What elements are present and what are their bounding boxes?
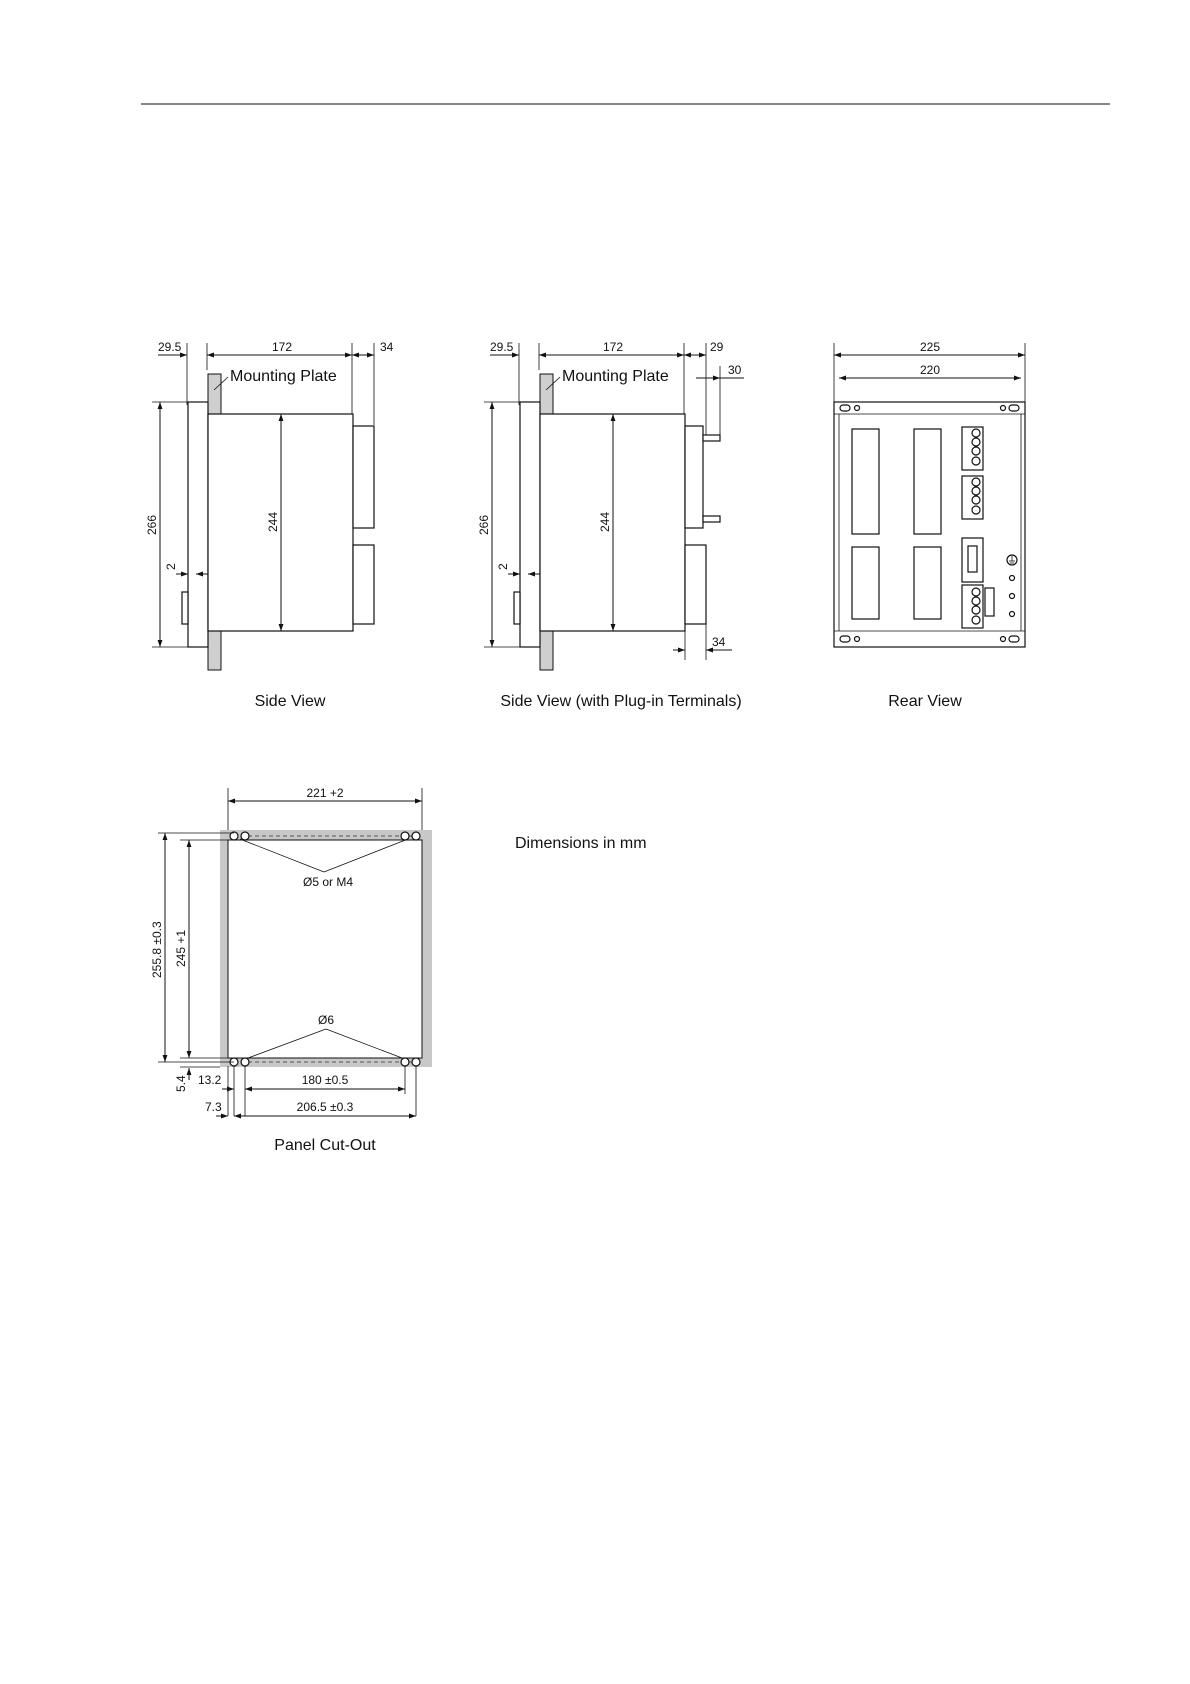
hole-large <box>241 1058 249 1066</box>
mounting-hole <box>1001 406 1006 411</box>
plugin-pin <box>703 435 720 441</box>
mounting-hole <box>855 406 860 411</box>
rear-connector-upper <box>353 426 374 528</box>
mounting-plate-label: Mounting Plate <box>562 368 669 385</box>
dim-206-5: 206.5 ±0.3 <box>296 1100 354 1114</box>
label-hole-large: Ø6 <box>317 1013 335 1027</box>
plugin-pin <box>703 516 720 522</box>
front-frame <box>520 402 540 647</box>
caption-rear-view: Rear View <box>888 693 962 710</box>
dim-180: 180 ±0.5 <box>301 1073 349 1087</box>
caption-side-view-plugin: Side View (with Plug-in Terminals) <box>500 693 742 710</box>
module-slot <box>852 429 879 534</box>
dim-30: 30 <box>728 363 742 377</box>
dim-34: 34 <box>712 635 726 649</box>
dim-172: 172 <box>272 340 293 354</box>
dimensions-note: Dimensions in mm <box>515 835 647 852</box>
caption-side-view: Side View <box>254 693 326 710</box>
dim-height-outer: 255.8 ±0.3 <box>150 921 164 978</box>
plugin-terminal-upper <box>685 426 703 528</box>
indicator <box>1010 594 1015 599</box>
dim-266: 266 <box>477 514 491 535</box>
rear-view <box>834 340 1025 710</box>
mounting-slot <box>840 636 850 642</box>
dim-172: 172 <box>603 340 624 354</box>
dim-225: 225 <box>919 340 941 354</box>
front-frame <box>188 402 208 647</box>
side-view-plugin <box>477 340 744 710</box>
rear-connector-lower <box>353 545 374 624</box>
side-view <box>145 340 394 710</box>
module-slot <box>914 547 941 619</box>
caption-panel-cutout: Panel Cut-Out <box>274 1137 376 1154</box>
dim-266: 266 <box>145 514 159 535</box>
panel-cutout <box>150 786 432 1154</box>
hole-large <box>401 1058 409 1066</box>
hole-large <box>241 832 249 840</box>
dim-5-4: 5.4 <box>174 1075 188 1092</box>
dim-13-2: 13.2 <box>198 1073 222 1087</box>
mounting-hole <box>855 637 860 642</box>
dim-29-5: 29.5 <box>158 340 182 354</box>
indicator <box>1010 576 1015 581</box>
front-latch <box>514 592 520 624</box>
dim-29-5: 29.5 <box>490 340 514 354</box>
dim-244: 244 <box>598 511 612 532</box>
plugin-terminal-lower <box>685 545 706 624</box>
small-connector <box>985 588 994 616</box>
hole-small <box>412 1058 420 1066</box>
front-latch <box>182 592 188 624</box>
dim-220: 220 <box>919 363 941 377</box>
dim-height-inner: 245 +1 <box>174 929 188 967</box>
module-slot <box>852 547 879 619</box>
indicator <box>1010 612 1015 617</box>
mounting-slot <box>1009 405 1019 411</box>
dim-2: 2 <box>496 563 510 570</box>
mounting-hole <box>1001 637 1006 642</box>
dim-34: 34 <box>380 340 394 354</box>
hole-small <box>412 832 420 840</box>
dim-244: 244 <box>266 511 280 532</box>
dim-29: 29 <box>710 340 724 354</box>
mounting-slot <box>840 405 850 411</box>
module-slot <box>914 429 941 534</box>
dim-2: 2 <box>164 563 178 570</box>
mounting-plate-label: Mounting Plate <box>230 368 337 385</box>
label-hole-small: Ø5 or M4 <box>302 875 354 889</box>
dim-7-3: 7.3 <box>205 1100 222 1114</box>
dim-width: 221 +2 <box>306 786 344 800</box>
mounting-slot <box>1009 636 1019 642</box>
